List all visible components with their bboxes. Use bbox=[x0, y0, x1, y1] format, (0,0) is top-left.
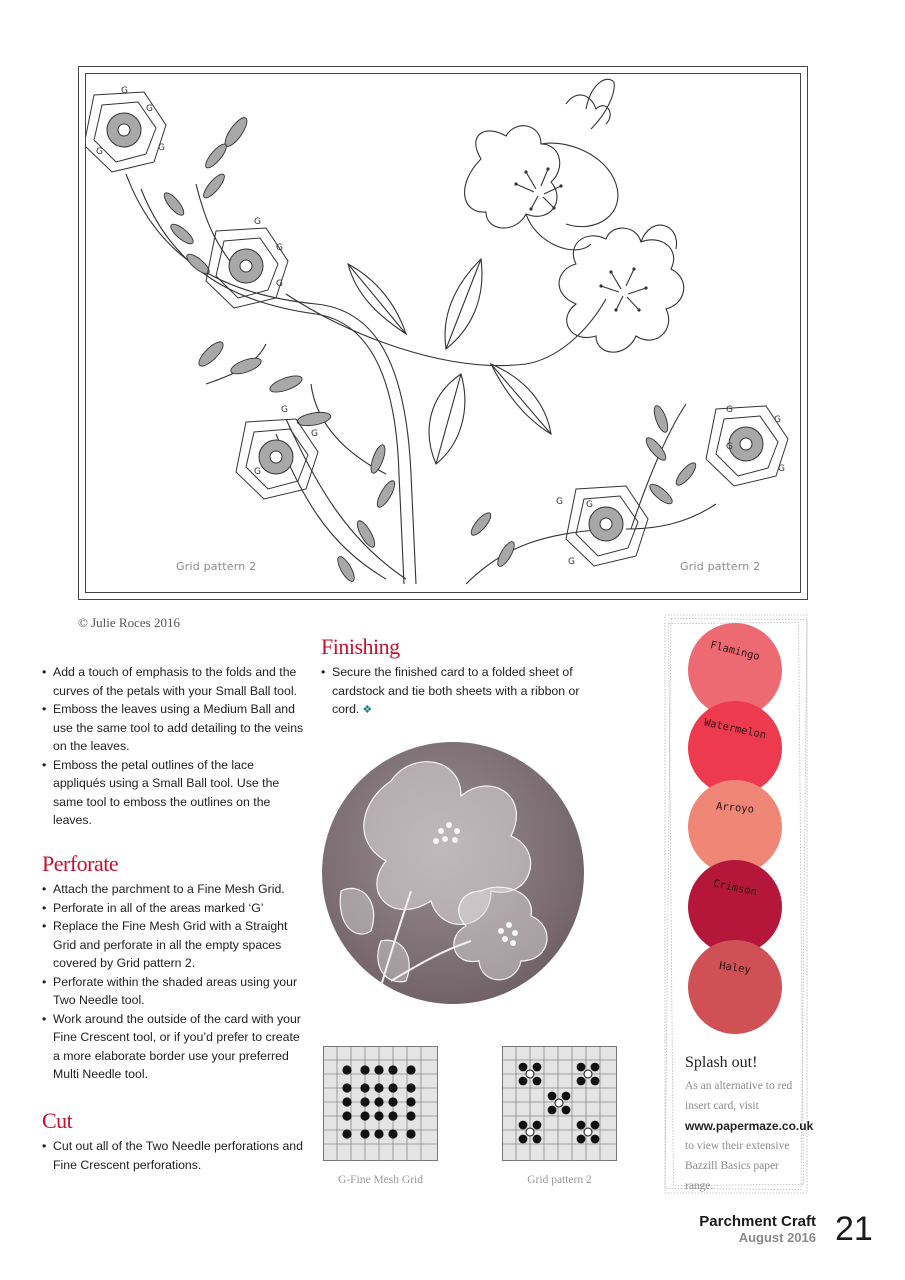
finishing-instructions bbox=[321, 663, 586, 720]
grid-marker: G bbox=[774, 415, 781, 425]
splash-line: As an alternative to red bbox=[685, 1080, 793, 1092]
grid-marker: G bbox=[158, 143, 165, 153]
intro-bullet: • Emboss the petal outlines of the lace appliqués using a Small Ball tool. Use the same tool to emboss the outlines on the leaves. bbox=[42, 756, 308, 830]
grid-marker: G bbox=[96, 147, 103, 157]
grid-marker: G bbox=[276, 279, 283, 289]
splash-line: insert card, visit bbox=[685, 1100, 759, 1112]
swatch-label: Flamingo bbox=[709, 639, 761, 663]
perforate-bullet: • Perforate within the shaded areas using your Two Needle tool. bbox=[42, 973, 308, 1010]
grid-marker: G bbox=[276, 243, 283, 253]
fine-mesh-grid-diagram bbox=[323, 1046, 438, 1161]
cut-heading: Cut bbox=[42, 1108, 73, 1133]
fine-mesh-grid-caption: G-Fine Mesh Grid bbox=[338, 1174, 423, 1186]
cut-instructions bbox=[42, 1137, 308, 1174]
finishing-heading: Finishing bbox=[321, 634, 400, 659]
grid-marker: G bbox=[586, 500, 593, 510]
page-number: 21 bbox=[835, 1210, 873, 1248]
grid-marker: G bbox=[778, 464, 785, 474]
grid-pattern-2-diagram bbox=[502, 1046, 617, 1161]
intro-bullet: • Add a touch of emphasis to the folds and the curves of the petals with your Small Ball tool. bbox=[42, 663, 308, 700]
grid-marker: G bbox=[311, 429, 318, 439]
grid-marker: G bbox=[121, 86, 128, 96]
perforate-bullet: • Attach the parchment to a Fine Mesh Grid. bbox=[42, 880, 308, 899]
splash-body bbox=[685, 1076, 814, 1196]
intro-instructions bbox=[42, 663, 308, 830]
grid-marker: G bbox=[281, 405, 288, 415]
cut-bullet: • Cut out all of the Two Needle perforations and Fine Crescent perforations. bbox=[42, 1137, 308, 1174]
perforate-bullet: • Perforate in all of the areas marked ‘G’ bbox=[42, 899, 308, 918]
splash-heading: Splash out! bbox=[685, 1054, 758, 1071]
finishing-text: Secure the finished card to a folded sheet of cardstock and tie both sheets with a ribbon or cord. bbox=[332, 665, 580, 716]
perforate-heading: Perforate bbox=[42, 851, 119, 876]
grid-marker: G bbox=[726, 442, 733, 452]
swatch-label: Haley bbox=[718, 959, 752, 977]
splash-line: Bazzill Basics paper range. bbox=[685, 1160, 779, 1192]
grid-pattern-2-caption: Grid pattern 2 bbox=[527, 1174, 592, 1186]
grid-pattern-label-right: Grid pattern 2 bbox=[680, 560, 761, 573]
swatch-label: Arroyo bbox=[715, 800, 755, 816]
swatch-label: Crimson bbox=[712, 877, 758, 899]
grid-marker: G bbox=[556, 497, 563, 507]
papermaze-link[interactable]: www.papermaze.co.uk bbox=[685, 1119, 814, 1133]
perforate-bullet: • Replace the Fine Mesh Grid with a Straight Grid and perforate in all the empty spaces covered by Grid pattern 2. bbox=[42, 917, 308, 973]
grid-marker: G bbox=[254, 467, 261, 477]
finished-card-photo bbox=[321, 741, 585, 1005]
grid-pattern-label-left: Grid pattern 2 bbox=[176, 560, 257, 573]
swatch-haley bbox=[688, 940, 782, 1034]
finishing-bullet bbox=[321, 663, 586, 720]
copyright-notice: © Julie Roces 2016 bbox=[78, 615, 180, 630]
grid-marker: G bbox=[146, 104, 153, 114]
issue-date: August 2016 bbox=[738, 1230, 816, 1245]
magazine-title: Parchment Craft bbox=[699, 1213, 816, 1230]
perforate-instructions bbox=[42, 880, 308, 1084]
splash-line: to view their extensive bbox=[685, 1140, 790, 1152]
paper-swatch-card bbox=[662, 613, 814, 1195]
intro-bullet: • Emboss the leaves using a Medium Ball and use the same tool to add detailing to the veins on the leaves. bbox=[42, 700, 308, 756]
perforate-bullet: • Work around the outside of the card with your Fine Crescent tool, or if you’d prefer to create a more elaborate border use your preferred Multi Needle tool. bbox=[42, 1010, 308, 1084]
grid-marker: G bbox=[254, 217, 261, 227]
swatch-label: Watermelon bbox=[702, 716, 768, 742]
rose-pattern-drawing bbox=[86, 74, 800, 592]
grid-marker: G bbox=[568, 557, 575, 567]
end-mark-icon: ❖ bbox=[362, 704, 373, 716]
grid-marker: G bbox=[726, 405, 733, 415]
